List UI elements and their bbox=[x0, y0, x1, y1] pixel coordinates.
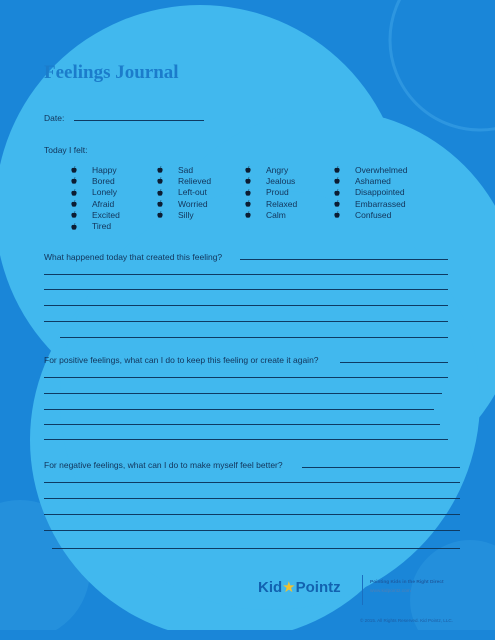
answer-line[interactable] bbox=[302, 467, 460, 468]
date-field-line[interactable] bbox=[74, 120, 204, 121]
feeling-item[interactable]: Lonely bbox=[71, 187, 120, 198]
apple-icon bbox=[334, 211, 340, 218]
apple-icon bbox=[334, 189, 340, 196]
feelings-column-4 bbox=[334, 164, 407, 220]
feeling-item[interactable]: Happy bbox=[71, 164, 120, 175]
answer-line[interactable] bbox=[44, 289, 448, 290]
apple-icon bbox=[157, 200, 163, 207]
star-icon: ★ bbox=[282, 579, 296, 596]
answer-line[interactable] bbox=[60, 337, 448, 338]
feeling-item[interactable]: Angry bbox=[245, 164, 297, 175]
feelings-column-2 bbox=[157, 164, 211, 220]
kidpointz-logo: Kid★Pointz bbox=[258, 579, 341, 596]
feeling-item[interactable]: Relieved bbox=[157, 175, 211, 186]
feeling-item[interactable]: Overwhelmed bbox=[334, 164, 407, 175]
feeling-item[interactable]: Disappointed bbox=[334, 187, 407, 198]
answer-line[interactable] bbox=[44, 514, 460, 515]
feelings-column-3 bbox=[245, 164, 297, 220]
answer-line[interactable] bbox=[240, 259, 448, 260]
apple-icon bbox=[245, 200, 251, 207]
footer-tagline: Pointing Kids in the Right Direct bbox=[370, 580, 444, 585]
feeling-item[interactable]: Confused bbox=[334, 209, 407, 220]
feeling-item[interactable]: Excited bbox=[71, 209, 120, 220]
feeling-item[interactable]: Proud bbox=[245, 187, 297, 198]
answer-line[interactable] bbox=[44, 439, 448, 440]
apple-icon bbox=[71, 166, 77, 173]
apple-icon bbox=[71, 189, 77, 196]
answer-line[interactable] bbox=[44, 424, 440, 425]
apple-icon bbox=[334, 166, 340, 173]
answer-line[interactable] bbox=[44, 498, 460, 499]
today-label: Today I felt: bbox=[44, 145, 88, 155]
feeling-item[interactable]: Jealous bbox=[245, 175, 297, 186]
answer-line[interactable] bbox=[44, 530, 460, 531]
answer-line[interactable] bbox=[44, 321, 448, 322]
apple-icon bbox=[157, 211, 163, 218]
question-negative-feelings: For negative feelings, what can I do to make myself feel better? bbox=[44, 460, 283, 470]
copyright: © 2015. All Rights Reserved. Kid Pointz, LLC. bbox=[360, 618, 454, 623]
feeling-item[interactable]: Left-out bbox=[157, 187, 211, 198]
question-positive-feelings: For positive feelings, what can I do to keep this feeling or create it again? bbox=[44, 355, 319, 365]
apple-icon bbox=[71, 200, 77, 207]
answer-line[interactable] bbox=[44, 377, 448, 378]
date-label: Date: bbox=[44, 113, 65, 123]
feeling-item[interactable]: Silly bbox=[157, 209, 211, 220]
apple-icon bbox=[245, 211, 251, 218]
apple-icon bbox=[245, 189, 251, 196]
apple-icon bbox=[245, 177, 251, 184]
apple-icon bbox=[334, 177, 340, 184]
answer-line[interactable] bbox=[44, 482, 460, 483]
apple-icon bbox=[157, 166, 163, 173]
answer-line[interactable] bbox=[44, 393, 442, 394]
answer-line[interactable] bbox=[44, 409, 434, 410]
apple-icon bbox=[334, 200, 340, 207]
apple-icon bbox=[157, 189, 163, 196]
apple-icon bbox=[157, 177, 163, 184]
apple-icon bbox=[71, 223, 77, 230]
apple-icon bbox=[71, 177, 77, 184]
answer-line[interactable] bbox=[44, 305, 448, 306]
question-what-happened: What happened today that created this feeling? bbox=[44, 252, 223, 262]
feeling-item[interactable]: Tired bbox=[71, 220, 120, 231]
answer-line[interactable] bbox=[44, 274, 448, 275]
apple-icon bbox=[245, 166, 251, 173]
apple-icon bbox=[71, 211, 77, 218]
feelings-column-1 bbox=[71, 164, 120, 232]
footer-website[interactable]: www.kidpointz.com bbox=[370, 589, 411, 594]
answer-line[interactable] bbox=[340, 362, 448, 363]
feeling-item[interactable]: Relaxed bbox=[245, 198, 297, 209]
page-title: Feelings Journal bbox=[44, 62, 179, 83]
answer-line[interactable] bbox=[52, 548, 460, 549]
footer-divider bbox=[362, 575, 363, 605]
feeling-item[interactable]: Afraid bbox=[71, 198, 120, 209]
feeling-item[interactable]: Worried bbox=[157, 198, 211, 209]
feeling-item[interactable]: Calm bbox=[245, 209, 297, 220]
feeling-item[interactable]: Sad bbox=[157, 164, 211, 175]
feeling-item[interactable]: Embarrassed bbox=[334, 198, 407, 209]
feeling-item[interactable]: Ashamed bbox=[334, 175, 407, 186]
feeling-item[interactable]: Bored bbox=[71, 175, 120, 186]
